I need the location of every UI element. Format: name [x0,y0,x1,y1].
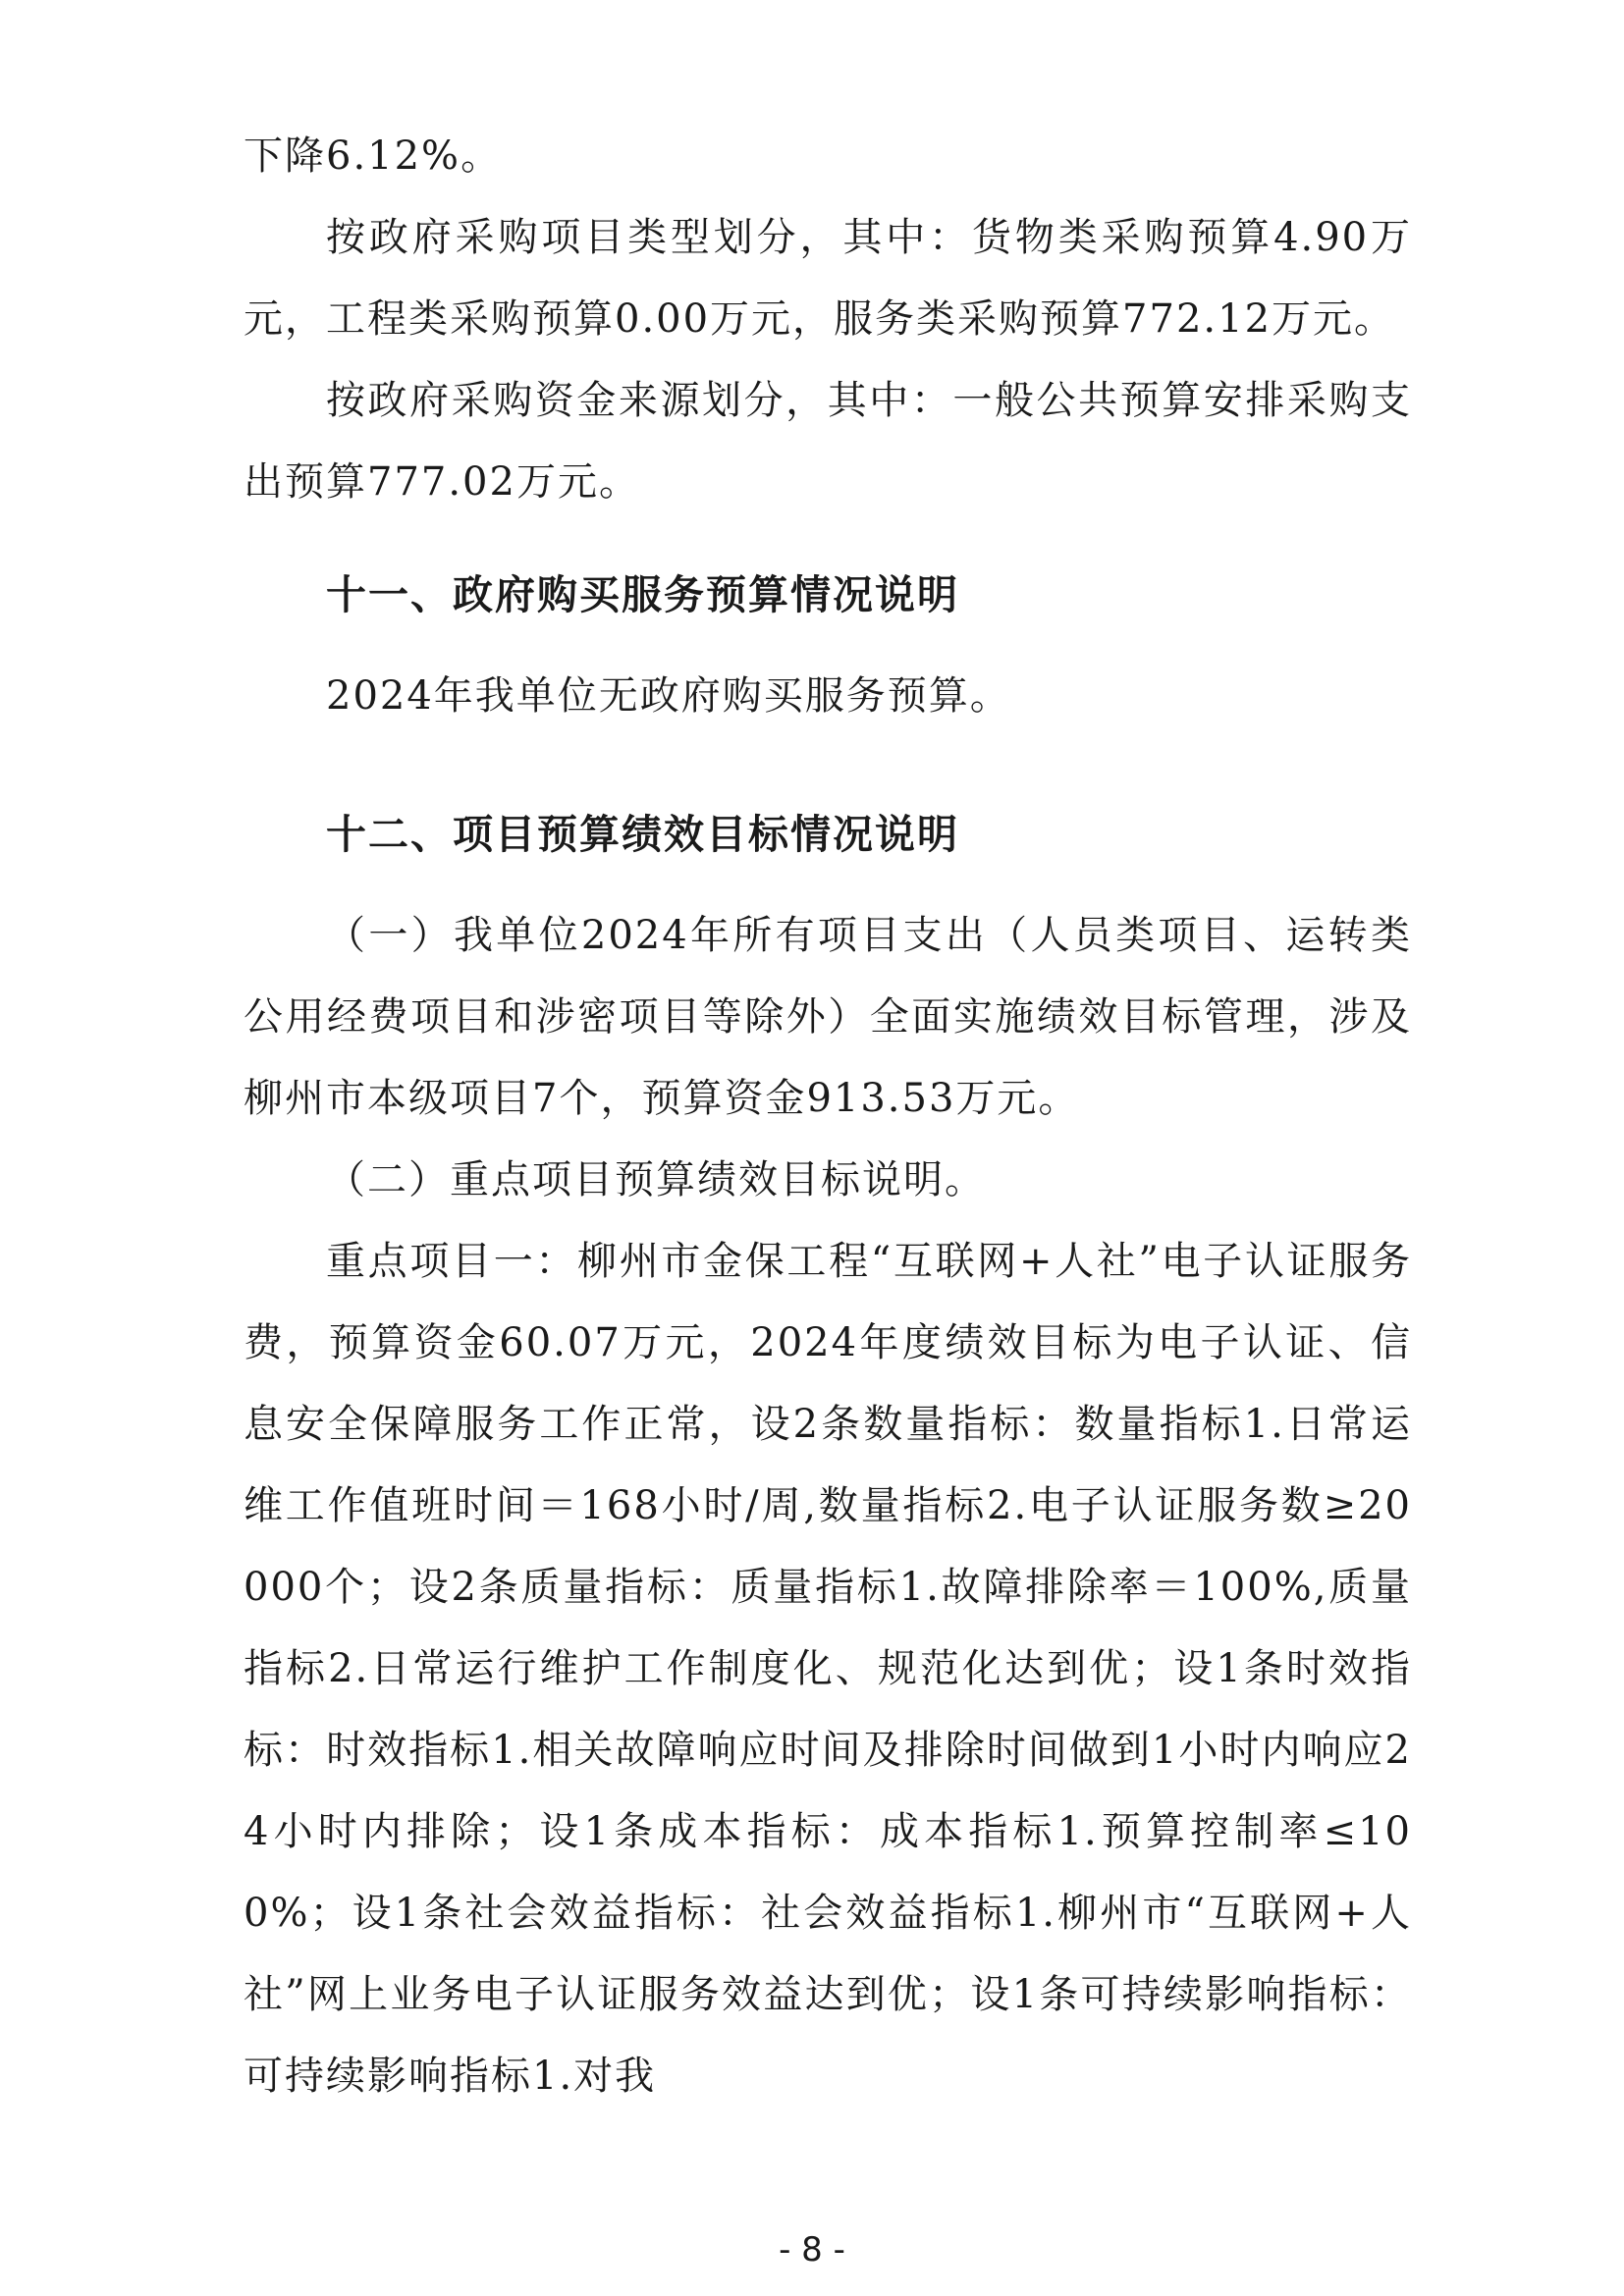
paragraph-continuation: 下降6.12%。 [244,133,503,179]
section-heading-11: 十一、政府购买服务预算情况说明 [326,571,959,618]
paragraph-performance-overview: （一）我单位2024年所有项目支出（人员类项目、运转类公用经费项目和涉密项目等除外）全面实施绩效目标管理，涉及柳州市本级项目7个，预算资金913.53万元。 [244,913,1412,1121]
paragraph-procurement-by-source: 按政府采购资金来源划分，其中：一般公共预算安排采购支出预算777.02万元。 [244,378,1412,505]
paragraph-no-service-purchase: 2024年我单位无政府购买服务预算。 [326,673,1011,719]
document-body [244,116,1412,2117]
page-number: - 8 - [779,2230,845,2269]
paragraph-key-project-one: 重点项目一：柳州市金保工程“互联网+人社”电子认证服务费，预算资金60.07万元，2024年度绩效目标为电子认证、信息安全保障服务工作正常，设2条数量指标：数量指标1.日常运维工作值班时间＝168小时/周,数量指标2.电子认证服务数≥20000个；设2条质量指标：质量指标1.故障排除率＝100%,质量指标2.日常运行维护工作制度化、规范化达到优；设1条时效指标：时效指标1.相关故障响应时间及排除时间做到1小时内响应24小时内排除；设1条成本指标：成本指标1.预算控制率≤100%；设1条社会效益指标：社会效益指标1.柳州市“互联网+人社”网上业务电子认证服务效益达到优；设1条可持续影响指标：可持续影响指标1.对我 [244,1239,1412,2099]
paragraph-key-project-intro: （二）重点项目预算绩效目标说明。 [326,1157,986,1202]
paragraph-procurement-by-type: 按政府采购项目类型划分，其中：货物类采购预算4.90万元，工程类采购预算0.00万元，服务类采购预算772.12万元。 [244,215,1412,342]
section-heading-12: 十二、项目预算绩效目标情况说明 [326,811,959,858]
